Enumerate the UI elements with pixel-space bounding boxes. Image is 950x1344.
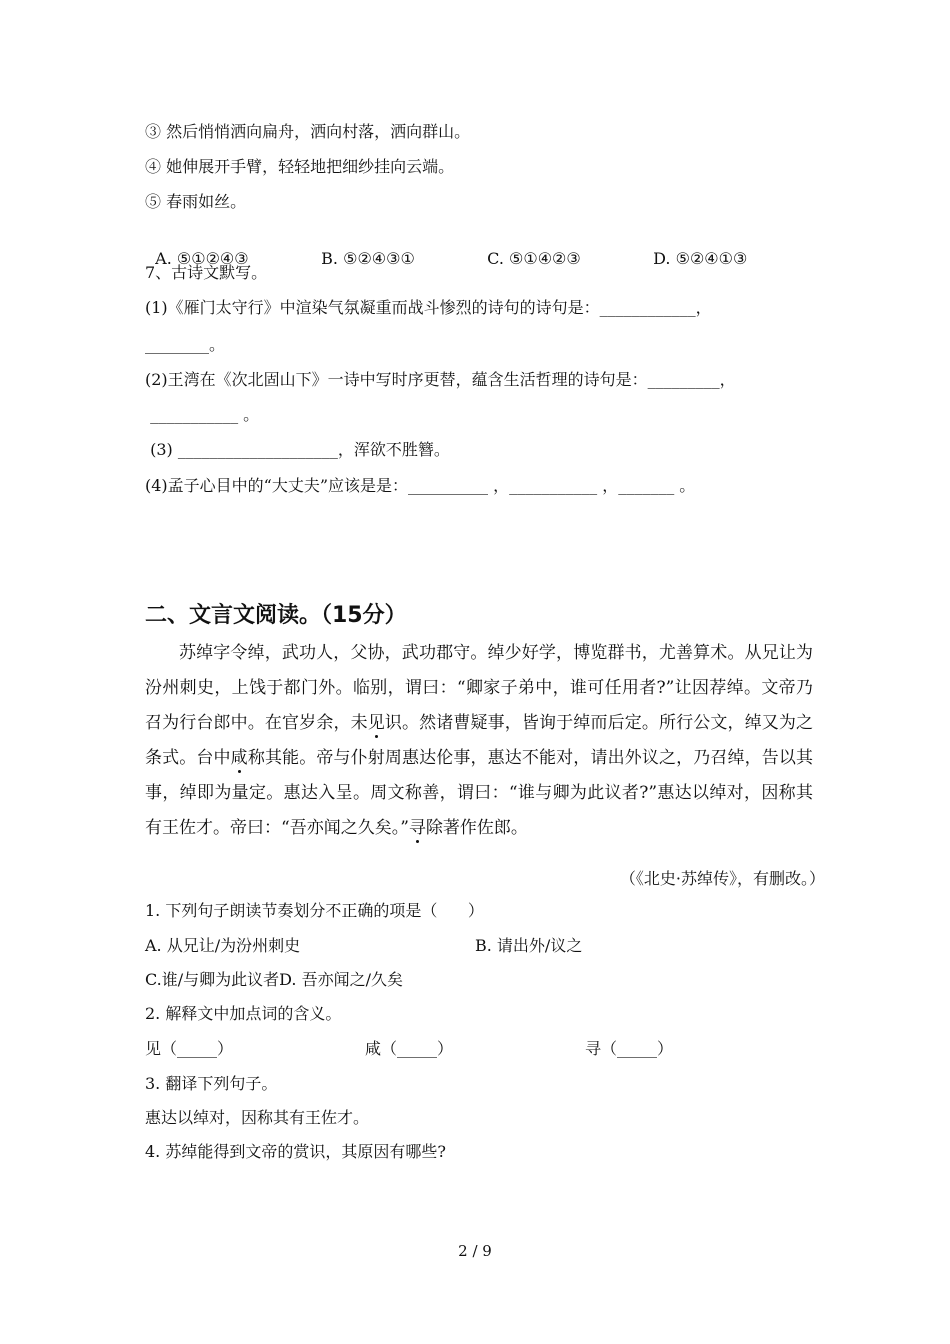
q6-line-4: ④ 她伸展开手臂，轻轻地把细纱挂向云端。 [145, 157, 455, 176]
blank-jian: 见（_____） [145, 1039, 234, 1058]
dotted-word-xun: 寻 [408, 818, 426, 838]
q7-title: 7、古诗文默写。 [145, 263, 268, 282]
q6-option-d: D. ⑤②④①③ [653, 249, 748, 268]
blank-xian: 咸（_____） [365, 1039, 454, 1058]
q7-item-4: (4)孟子心目中的“大丈夫”应该是是：__________ ，___________ ，_______ 。 [145, 476, 696, 495]
passage-part-3: 称其能。帝与仆射周惠达伦事，惠达不能对，请出外议之，乃召绰，告以其事，绰即为量定。惠达入呈。周文称善，谓曰：“谁与卿为此议者?”惠达以绰对，因称其有王佐才。帝曰：“吾亦闻之久矣。” [145, 748, 814, 838]
question-1-options-ab [145, 935, 582, 957]
q6-option-c: C. ⑤①④②③ [487, 249, 581, 268]
q7-item-1a: (1)《雁门太守行》中渲染气氛凝重而战斗惨烈的诗句的诗句是：____________， [145, 298, 712, 317]
q6-line-3: ③ 然后悄悄洒向扁舟，洒向村落，洒向群山。 [145, 122, 471, 141]
q7-item-2a: (2)王湾在《次北固山下》一诗中写时序更替，蕴含生活哲理的诗句是：_________， [145, 370, 736, 389]
q7-item-1b: ________。 [145, 335, 226, 354]
question-1-options-cd: C.谁/与卿为此议者D. 吾亦闻之/久矣 [145, 970, 403, 989]
q6-option-b: B. ⑤②④③① [321, 249, 415, 268]
question-1: 1. 下列句子朗读节奏划分不正确的项是（ ） [145, 901, 484, 920]
q6-option-a: A. ⑤①②④③ [155, 249, 249, 268]
question-2: 2. 解释文中加点词的含义。 [145, 1004, 342, 1023]
passage-source: （《北史·苏绰传》，有删改。） [619, 869, 825, 888]
q6-line-5: ⑤ 春雨如丝。 [145, 192, 247, 211]
question-3: 3. 翻译下列句子。 [145, 1074, 278, 1093]
dotted-word-jian: 见 [367, 713, 385, 733]
q1-option-b: B. 请出外/议之 [475, 936, 583, 955]
question-3-sentence: 惠达以绰对，因称其有王佐才。 [145, 1108, 370, 1127]
passage [145, 636, 813, 846]
q7-item-2b: ___________ 。 [145, 405, 260, 424]
question-4: 4. 苏绰能得到文帝的赏识，其原因有哪些? [145, 1142, 446, 1161]
passage-part-2: 识。然诸曹疑事，皆询于绰而后定。所行公文，绰又为之条式。台中 [145, 713, 814, 768]
q1-option-a: A. 从兄让/为汾州刺史 [145, 936, 301, 955]
passage-part-4: 除著作佐郎。 [425, 818, 528, 838]
dotted-word-xian: 咸 [230, 748, 248, 768]
page-number: 2 / 9 [458, 1242, 492, 1260]
section-heading: 二、文言文阅读。（15分） [145, 603, 407, 628]
question-2-blanks [145, 1038, 673, 1060]
passage-part-1: 苏绰字令绰，武功人，父协，武功郡守。绰少好学，博览群书，尤善算术。从兄让为汾州刺史，上饯于都门外。临别，谓曰：“卿家子弟中，谁可任用者?”让因荐绰。文帝乃召为行台郎中。在官岁余，未 [145, 643, 813, 733]
q7-item-3: (3) ____________________，浑欲不胜簪。 [145, 440, 450, 459]
blank-xun: 寻（_____） [585, 1039, 674, 1058]
